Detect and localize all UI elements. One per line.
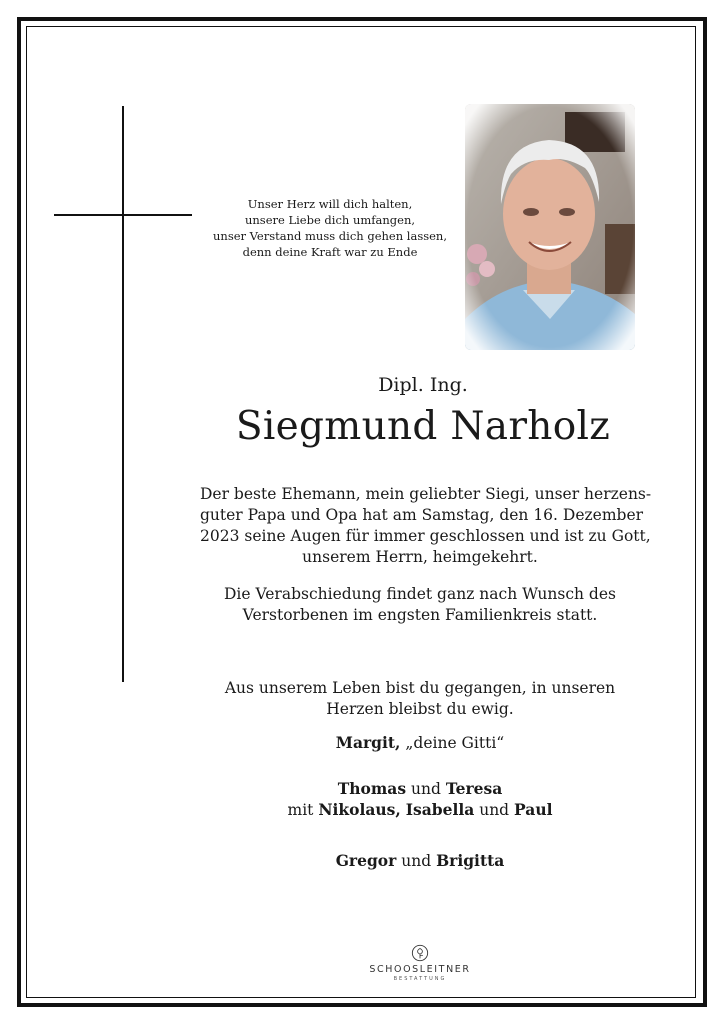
mourner-name: Thomas bbox=[337, 779, 407, 798]
announcement-line: guter Papa und Opa hat am Samstag, den 16. Dezember bbox=[200, 506, 644, 524]
funeral-home-logo bbox=[350, 944, 490, 982]
closing-line: Herzen bleibst du ewig. bbox=[326, 700, 514, 718]
mourner-name: Teresa bbox=[445, 779, 503, 798]
poem bbox=[200, 196, 460, 260]
mourner-name: Nikolaus, bbox=[318, 800, 401, 819]
conjunction: mit bbox=[287, 801, 314, 819]
poem-line: denn deine Kraft war zu Ende bbox=[242, 245, 418, 259]
farewell-line: Verstorbenen im engsten Familienkreis statt. bbox=[242, 606, 598, 624]
mourner-name: Gregor bbox=[335, 851, 397, 870]
mourner-family-gregor bbox=[200, 850, 640, 872]
conjunction: und bbox=[479, 801, 510, 819]
announcement-line: unserem Herrn, heimgekehrt. bbox=[302, 548, 538, 566]
mourner-name: Brigitta bbox=[436, 851, 505, 870]
conjunction: und bbox=[411, 780, 441, 798]
mourner-family-thomas bbox=[200, 778, 640, 800]
cross-horizontal-bar bbox=[54, 214, 192, 216]
cross-vertical-bar bbox=[122, 106, 124, 682]
mourner-name: Paul bbox=[514, 800, 553, 819]
closing-line: Aus unserem Leben bist du gegangen, in unseren bbox=[224, 679, 616, 697]
poem-line: unsere Liebe dich umfangen, bbox=[244, 213, 416, 227]
poem-line: Unser Herz will dich halten, bbox=[247, 197, 413, 211]
logo-name: SCHOOSLEITNER bbox=[369, 964, 471, 975]
mourner-name: Margit, bbox=[335, 733, 401, 752]
mourner-wife bbox=[200, 732, 640, 754]
mourner-note: „deine Gitti“ bbox=[405, 734, 505, 752]
rose-icon bbox=[411, 944, 429, 962]
announcement-text bbox=[200, 484, 652, 568]
conjunction: und bbox=[401, 852, 432, 870]
poem-line: unser Verstand muss dich gehen lassen, bbox=[213, 229, 447, 243]
deceased-title: Dipl. Ing. bbox=[378, 374, 468, 396]
closing-text bbox=[200, 678, 640, 720]
portrait-photo bbox=[465, 104, 635, 350]
mourner-name: Isabella bbox=[405, 800, 475, 819]
logo-subtitle: BESTATTUNG bbox=[393, 976, 447, 982]
announcement-line: Der beste Ehemann, mein geliebter Siegi, unser herzens- bbox=[200, 485, 652, 503]
mourner-grandchildren bbox=[200, 799, 640, 821]
farewell-line: Die Verabschiedung findet ganz nach Wunsch des bbox=[224, 585, 616, 603]
announcement-line: 2023 seine Augen für immer geschlossen und ist zu Gott, bbox=[200, 527, 651, 545]
farewell-text bbox=[200, 584, 640, 626]
deceased-name: Siegmund Narholz bbox=[235, 404, 611, 449]
